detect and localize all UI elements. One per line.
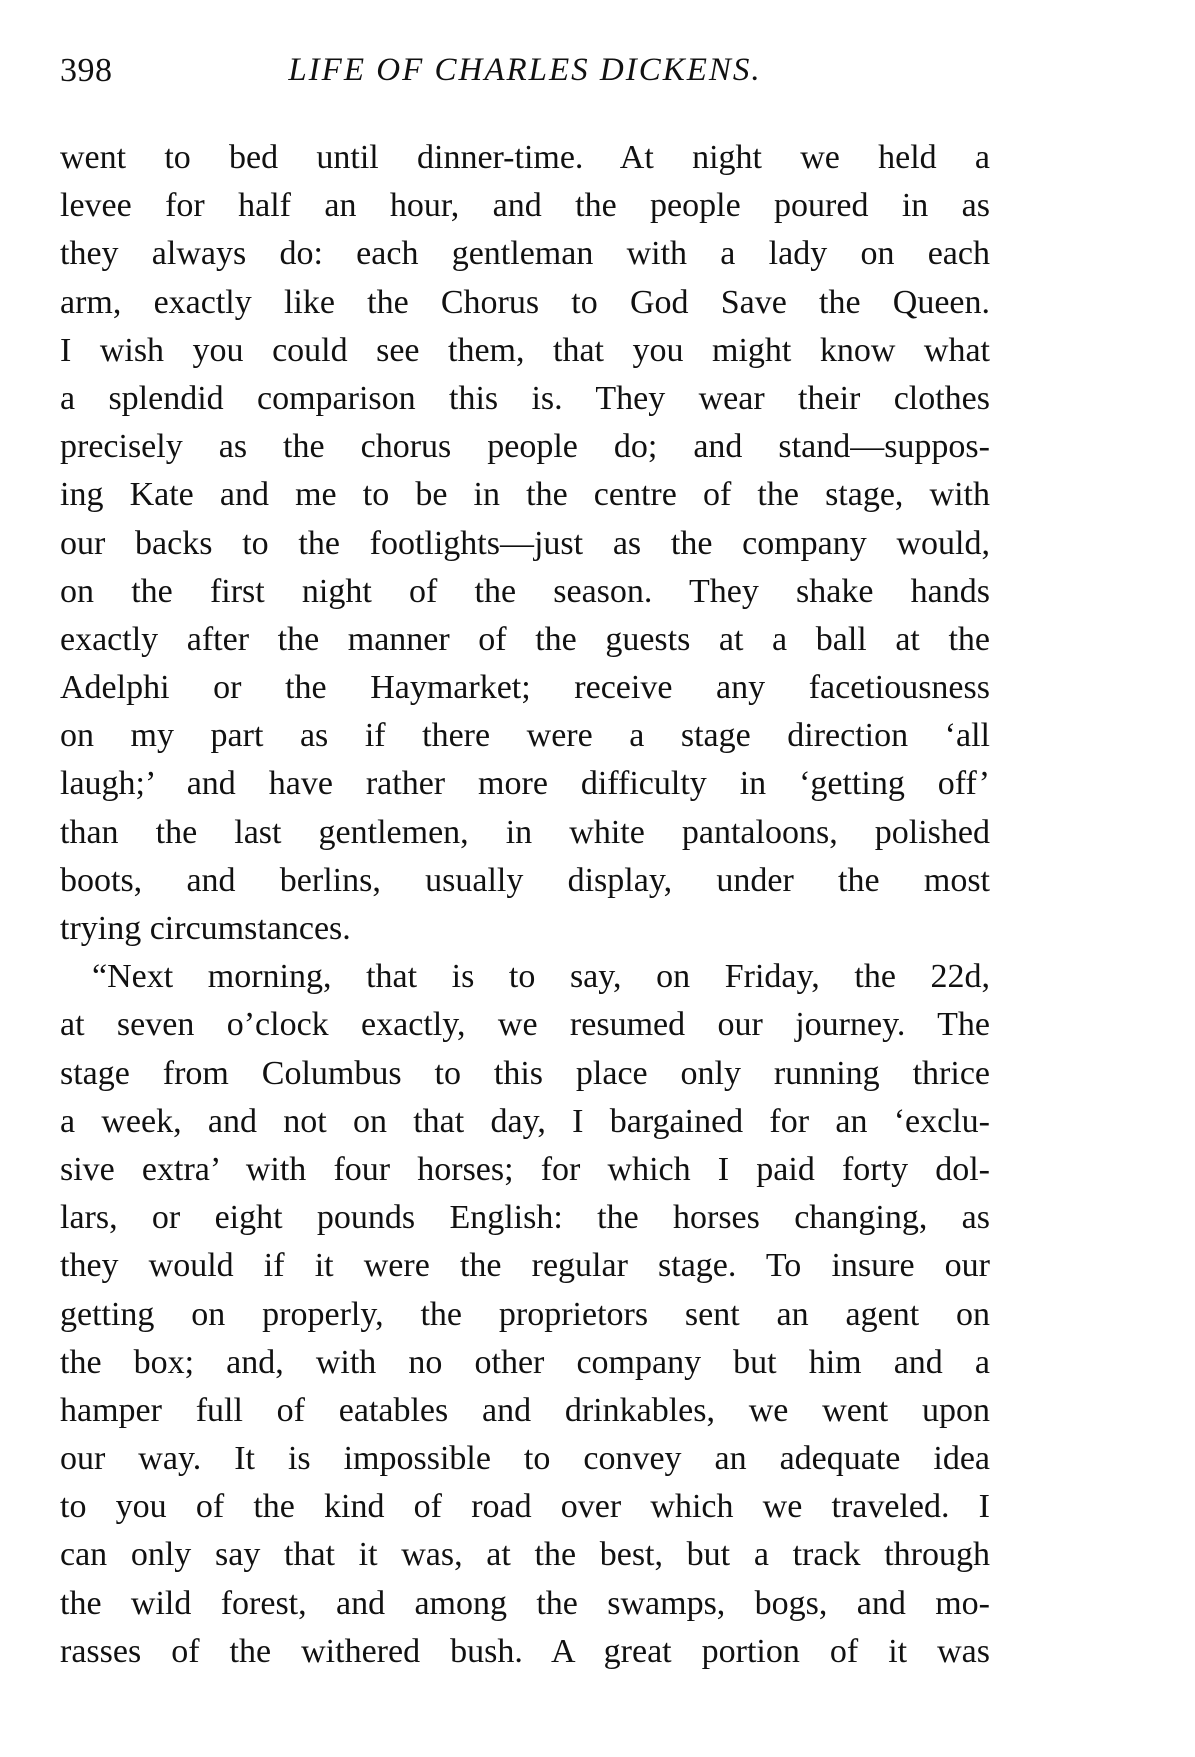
text-line: the wild forest, and among the swamps, bogs, and mo- — [60, 1584, 990, 1622]
running-title: LIFE OF CHARLES DICKENS. — [288, 52, 762, 88]
text-line: on the first night of the season. They shake hands — [60, 572, 990, 610]
text-line: they always do: each gentleman with a lady on each — [60, 235, 990, 273]
text-line: lars, or eight pounds English: the horses changing, as — [60, 1199, 990, 1237]
text-line: on my part as if there were a stage direction ‘all — [60, 717, 990, 755]
text-line: can only say that it was, at the best, but a track through — [60, 1536, 990, 1574]
text-line: boots, and berlins, usually display, under the most — [60, 861, 990, 899]
text-line: “Next morning, that is to say, on Friday, the 22d, — [92, 958, 990, 996]
text-line: Adelphi or the Haymarket; receive any facetiousness — [60, 669, 990, 707]
text-line: our backs to the footlights—just as the company would, — [60, 524, 990, 562]
text-line: getting on properly, the proprietors sent an agent on — [60, 1295, 990, 1333]
body-text — [60, 134, 990, 1676]
text-line: our way. It is impossible to convey an adequate idea — [60, 1440, 990, 1478]
text-line: a splendid comparison this is. They wear their clothes — [60, 379, 990, 417]
text-line: precisely as the chorus people do; and stand—suppos- — [60, 428, 990, 466]
text-line: a week, and not on that day, I bargained for an ‘exclu- — [60, 1102, 990, 1140]
text-line: than the last gentlemen, in white pantaloons, polished — [60, 813, 990, 851]
text-line: the box; and, with no other company but him and a — [60, 1343, 990, 1381]
text-line: rasses of the withered bush. A great portion of it was — [60, 1632, 990, 1670]
page-header — [60, 52, 990, 92]
text-line: to you of the kind of road over which we traveled. I — [60, 1488, 990, 1526]
text-line: I wish you could see them, that you might know what — [60, 331, 990, 369]
text-line: ing Kate and me to be in the centre of the stage, with — [60, 476, 990, 514]
text-line: sive extra’ with four horses; for which I paid forty dol- — [60, 1150, 990, 1188]
text-line: went to bed until dinner-time. At night we held a — [60, 139, 990, 176]
text-line: at seven o’clock exactly, we resumed our journey. The — [60, 1006, 990, 1044]
text-line: trying circumstances. — [60, 910, 351, 947]
text-line: hamper full of eatables and drinkables, we went upon — [60, 1391, 990, 1429]
text-line: levee for half an hour, and the people poured in as — [60, 187, 990, 225]
text-line: stage from Columbus to this place only running thrice — [60, 1054, 990, 1092]
text-line: laugh;’ and have rather more difficulty in ‘getting off’ — [60, 765, 990, 803]
page-number: 398 — [60, 52, 113, 89]
text-line: arm, exactly like the Chorus to God Save the Queen. — [60, 283, 990, 321]
text-line: they would if it were the regular stage. To insure our — [60, 1247, 990, 1285]
text-line: exactly after the manner of the guests at a ball at the — [60, 620, 990, 658]
